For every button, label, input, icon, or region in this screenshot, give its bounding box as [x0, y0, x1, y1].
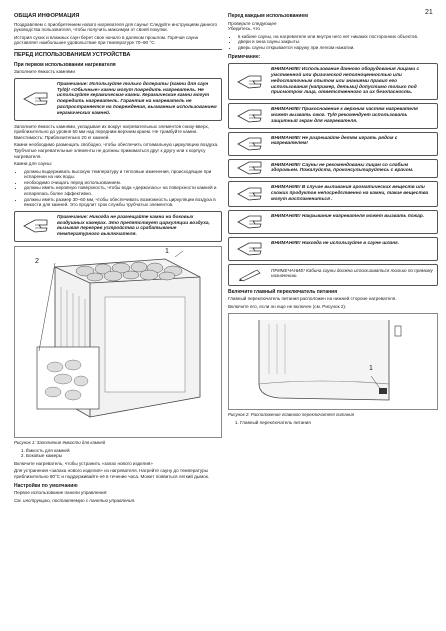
divider [14, 49, 222, 50]
list-item: • в кабине сауны, на нагревателе или внутри него нет никаких посторонних объектов. [238, 34, 438, 40]
note-box-stones [14, 78, 222, 121]
paragraph: Камни необходимо размещать свободно, чтобы обеспечить оптимальную циркуляцию воздуха. Трубчатые нагревательные элементы не должны прижиматься друг к другу или к корпусу нагревателя. [14, 142, 219, 159]
list-item: • должны выдерживать высокую температуру и тепловые изменения, происходящие при испарении на них воды. [24, 169, 222, 180]
figure-label: 1 [165, 248, 169, 256]
paragraph: См. инструкцию, поставляемую с панелью управления. [14, 497, 136, 503]
paragraph: Главный переключатель питания расположен на нижней стороне нагревателя. [228, 296, 397, 302]
list-item: • необходимо очищать перед использованием. [24, 180, 222, 186]
warning-box [228, 181, 438, 206]
figure-caption: Рисунок 1: Заполнение ёмкости для камней [14, 440, 106, 446]
right-column [228, 14, 438, 425]
figure-legend-list [14, 448, 222, 459]
warning-hand-icon [235, 184, 265, 204]
paragraph: Камни для сауны: [14, 161, 53, 167]
paragraph: Для устранения «запаха нового изделия» из нагревателя. Нагрейте сауну до температуры приблизительно 90°C и поддерживайте её в течение часа. Может появиться легкий дымок. [14, 468, 210, 479]
paragraph: История сухих и влажных саун берет свое начало в далеком прошлом. Горячая сауна доставляет наибольшее удовольствие при температуре 70–90 °C. [14, 34, 199, 46]
warning-hand-icon [235, 106, 265, 126]
paragraph: Включите его, если он еще не включен (см. Рисунок 2). [228, 303, 347, 309]
warning-hand-icon [235, 212, 265, 232]
heater-bottom-illustration [229, 314, 437, 407]
subheading-note: Примечание: [228, 53, 261, 60]
paragraph: Включите нагреватель, чтобы устранить «запах нового изделия» [14, 460, 153, 466]
warning-text: ВНИМАНИЕ! Использование данного оборудования лицами с умственной или физической неполноценностью или недостаточным опытом или знаниями правил его использования (например, детьми) допустимо только под присмотром лица, ответственного за их безопасность. [271, 67, 420, 96]
subheading-each-use: Перед каждым использованием [228, 13, 308, 19]
warning-text: ВНИМАНИЕ! Сауны не рекомендованы лицам со слабым здоровьем. Пожалуйста, проконсультируйтесь с врачом. [271, 162, 414, 174]
warning-hand-icon [235, 158, 265, 178]
paragraph: Убедитесь, что [228, 26, 260, 32]
note-hand-icon [21, 216, 51, 236]
pencil-note-icon [237, 268, 263, 282]
paragraph: Проверьте следующее [228, 20, 277, 26]
figure-legend-list [228, 420, 438, 426]
heater-illustration [15, 247, 221, 435]
info-note-box [228, 264, 438, 286]
warning-hand-icon [235, 134, 265, 154]
list-item: • должны иметь неровную поверхность, чтобы вода «держалась» на поверхности камней и испарялась более эффективно. [24, 185, 222, 196]
left-column [14, 14, 222, 505]
note-text: Примечание: Используйте только долериты (камни для саун Tylö)! «Обычные» камни могут повредить нагреватель. Не используйте керамические камни. Керамические камни могут повредить нагреватель. Гарантия на нагреватель не распространяется на повреждения, вызванные использованием керамических камней. [57, 81, 217, 116]
warning-box [228, 159, 438, 179]
paragraph: Заполните ёмкость камнями, укладывая их вокруг нагревательных элементов снизу-вверх, приблизительно до уровня 50 мм над передним верхним краем. Не трамбуйте камни. Вместимость: Приблизительно 20 кг камней. [14, 123, 210, 140]
warning-text: ВНИМАНИЕ! Прикосновение к верхним частям нагревателя может вызвать ожог. Tylö рекомендует использовать защитный экран для нагревателя. [271, 107, 418, 124]
subheading-main-switch: Включите главный переключатель питания [228, 288, 338, 295]
section-heading-general: ОБЩАЯ ИНФОРМАЦИЯ [14, 13, 80, 19]
warning-text: ВНИМАНИЕ! Не разрешайте детям играть рядом с нагревателем! [271, 135, 398, 147]
subheading-first-use: При первом использовании нагревателя [14, 61, 116, 68]
warning-text: ВНИМАНИЕ! В случае выливания ароматических веществ или схожих продуктов непосредственно на камни, такие вещества могут воспламениться . [271, 185, 429, 202]
warning-hand-icon [235, 239, 265, 259]
warning-box [228, 237, 438, 261]
stones-list [14, 169, 222, 208]
section-heading-before-use: ПЕРЕД ИСПОЛЬЗОВАНИЕМ УСТРОЙСТВА [14, 51, 131, 58]
list-item: 1. Главный переключатель питания [240, 420, 438, 426]
warning-box [228, 103, 438, 128]
list-item: • должны иметь размер 30–60 мм, чтобы обеспечивать возможность циркуляции воздуха в ёмкости для камней. Это продлит срок службы трубчатых элементов. [24, 197, 222, 208]
warning-box [228, 63, 438, 100]
list-item: • дверь сауны открывается наружу при легком нажатии. [238, 45, 438, 51]
paragraph: Поздравляем с приобретением нового нагревателя для сауны! Следуйте инструкциям данного руководства пользователя, чтобы получить максимум от своей покупки. [14, 21, 218, 33]
figure-main-switch [228, 313, 438, 410]
figure-caption: Рисунок 2: Расположение главного переключателя питания [228, 412, 355, 418]
list-item: • двери и окна сауны закрыты. [238, 39, 438, 45]
warning-box [228, 210, 438, 234]
warning-hand-icon [235, 72, 265, 92]
figure-stone-compartment [14, 246, 222, 438]
note-box-side-chambers [14, 211, 222, 242]
subheading-default-settings: Настройки по умолчанию [14, 482, 78, 489]
figure-label: 1 [369, 365, 373, 373]
list-item: 1. Ёмкость для камней [26, 448, 222, 454]
list-item: 2. Боковые камеры [26, 453, 222, 459]
paragraph: Первое использование панели управления: [14, 490, 108, 496]
page-number: 21 [425, 9, 433, 16]
info-note-text: ПРИМЕЧАНИЕ! Кабина сауны должна использоваться только по прямому назначению. [271, 267, 433, 279]
figure-label: 2 [35, 258, 39, 266]
note-hand-icon [21, 89, 51, 109]
warning-text: ВНИМАНИЕ! Никогда не используйте в сауне шланг. [271, 240, 399, 246]
checklist [228, 34, 438, 51]
note-text: Примечание: Никогда не размещайте камни на боковых воздушных камерах. Это препятствует циркуляции воздуха, вызывая перегрев устройства и срабатывание температурного выключателя. [57, 214, 210, 238]
warning-box [228, 132, 438, 156]
warning-text: ВНИМАНИЕ! Накрывание нагревателя может вызвать пожар. [271, 213, 425, 219]
paragraph: Заполните ёмкость камнями [14, 69, 75, 75]
